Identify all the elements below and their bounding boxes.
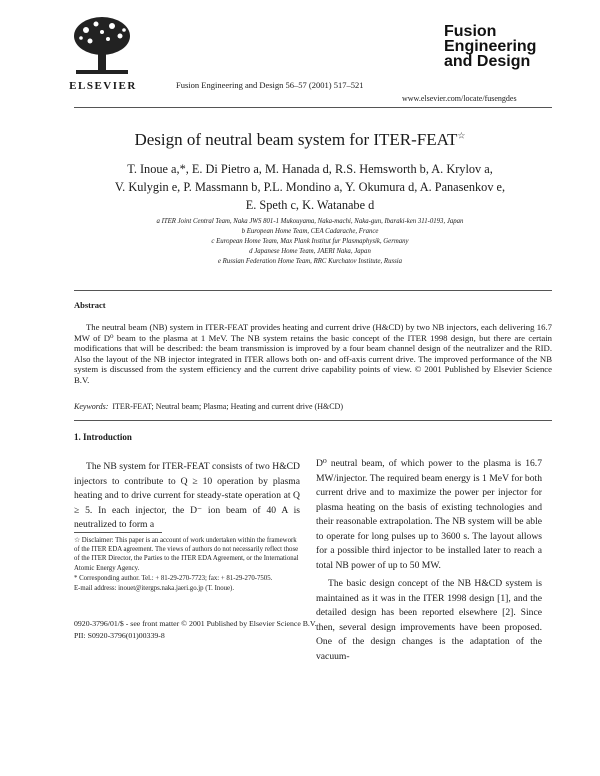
section-heading: 1. Introduction [74,432,132,442]
tree-emblem-icon [68,14,136,78]
publisher-logo-text: ELSEVIER [69,80,137,92]
brand-line-1: Fusion [444,23,497,40]
intro-paragraph-2: D⁰ neutral beam, of which power to the plasma is 16.7 MW/injector. The required beam energy is 1 MeV for both current drive and to maximize the power per injector for plasma heating on the basis of existing technologies and their reasonable extrapolation. The NB system will be able to operate for long pulses up to 3600 s. The layout allows for a possible third injector to be installed later to reach a total NB power of up to 50 MW. [316,458,542,571]
footnote-corresponding: * Corresponding author. Tel.: + 81-29-270-7723; fax: + 81-29-270-7505. [74,574,273,582]
affiliation-a: a ITER Joint Central Team, Naka JWS 801-1 Mukouyama, Naka-machi, Naka-gun, Ibaraki-ken 311-0193, Japan [156,218,464,225]
keywords-text: ITER-FEAT; Neutral beam; Plasma; Heating and current drive (H&CD) [112,402,343,411]
journal-brand [444,24,564,69]
article-title [0,130,600,150]
article-title-text: Design of neutral beam system for ITER-FEAT [134,130,458,149]
intro-paragraph-3: The basic design concept of the NB H&CD system is maintained as it was in the ITER 1998 design [1], and the detailed design has been reported elsewhere [2]. Since then, several design improvements have been proposed. One of the design changes is the adaptation of the vacuum- [316,578,542,662]
affiliation-d: d Japanese Home Team, JAERI Naka, Japan [249,248,371,255]
journal-reference: Fusion Engineering and Design 56–57 (2001) 517–521 [176,80,364,90]
affiliation-list [70,217,550,267]
author-line-3: E. Speth c, K. Watanabe d [245,198,375,212]
author-line-2: V. Kulygin e, P. Massmann b, P.L. Mondino a, Y. Okumura d, A. Panasenkov e, [114,180,506,194]
footnote-rule [74,532,162,533]
abstract-bottom-rule [74,420,552,421]
affiliation-c: c European Home Team, Max Plank Institut fur Plasmaphysik, Germany [211,238,409,245]
journal-url[interactable]: www.elsevier.com/locate/fusengdes [402,94,517,103]
title-footnote-mark: ☆ [457,130,466,141]
abstract-heading: Abstract [74,300,106,310]
affiliation-e: e Russian Federation Home Team, RRC Kurchatov Institute, Russia [217,258,403,265]
keywords-label: Keywords: [74,402,109,411]
author-line-1: T. Inoue a,*, E. Di Pietro a, M. Hanada d, R.S. Hemsworth b, A. Krylov a, [127,162,493,176]
author-list [70,160,550,214]
keywords [74,402,343,411]
affiliation-b: b European Home Team, CEA Cadarache, France [241,228,379,235]
abstract-top-rule [74,290,552,291]
header-rule [74,107,552,108]
elsevier-tree-logo [68,14,136,88]
issn-line: 0920-3796/01/$ - see front matter © 2001 Published by Elsevier Science B.V. [74,619,317,628]
pii-line: PII: S0920-3796(01)00339-8 [74,631,165,640]
right-column [316,457,542,668]
left-column [74,460,300,537]
page-footer [74,618,316,642]
footnote-disclaimer: ☆ Disclaimer: This paper is an account of work undertaken within the framework of the ITER EDA agreement. The views of authors do not necessarily reflect those of the ITER Director, the Parties to the ITER EDA Agreement, or the International Atomic Energy Agency. [74,537,299,572]
brand-line-2: Engineering [444,38,537,55]
brand-line-3: and Design [444,53,531,70]
footnote-email: E-mail address: inouet@itergps.naka.jaeri.go.jp (T. Inoue). [74,585,235,593]
intro-paragraph-1: The NB system for ITER-FEAT consists of two H&CD injectors to contribute to Q ≥ 10 operation by plasma heating and to drive current for steady-state operation at Q ≥ 5. In each injector, the D⁻ ion beam of 40 A is neutralized to form a [74,461,300,530]
footnotes [74,536,300,594]
abstract-text: The neutral beam (NB) system in ITER-FEAT provides heating and current drive (H&CD) by two NB injectors, each delivering 16.7 MW of D⁰ beam to the plasma at 1 MeV. The NB system retains the basic concept of the ITER 1998 design, but there are certain modifications that will be described: the beam transmission is improved by a four beam channel design of the neutralizer and the RID. Also the layout of the NB injector integrated in ITER allows both on- and off-axis current drive. The improved performance of the NB system is discussed from the system efficiency and the current drive capability points of view. © 2001 Published by Elsevier Science B.V. [74,322,552,385]
